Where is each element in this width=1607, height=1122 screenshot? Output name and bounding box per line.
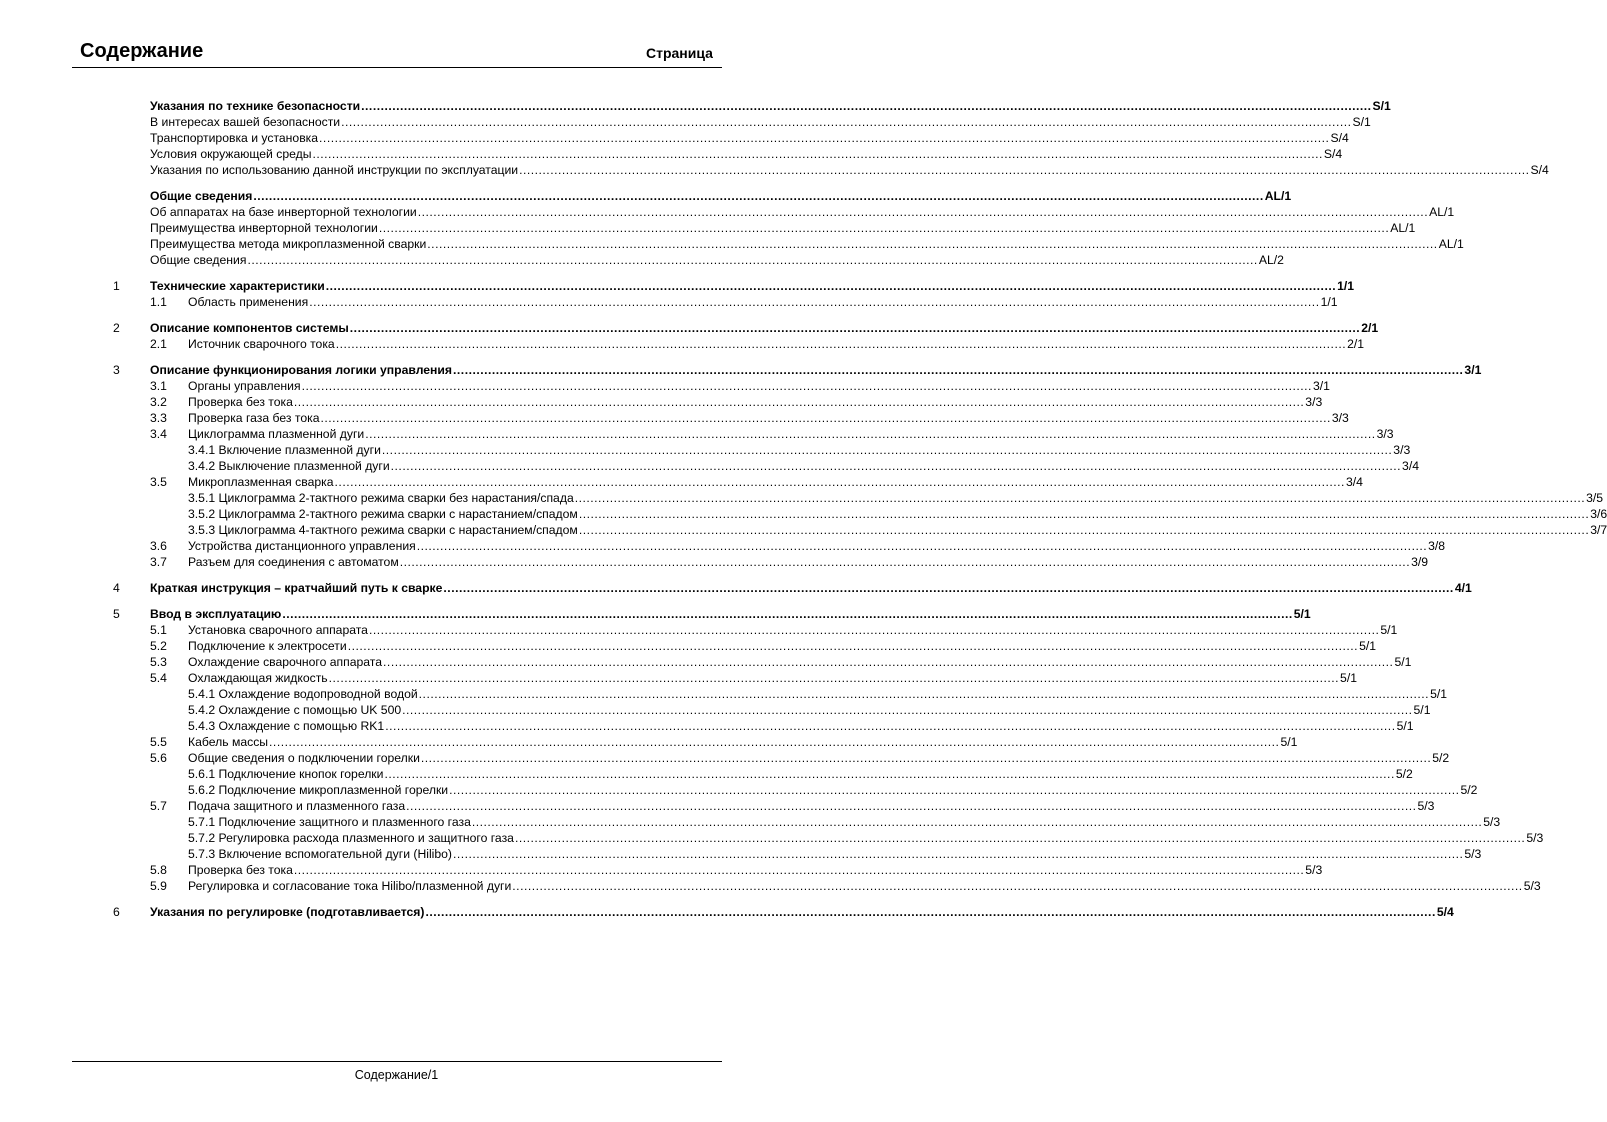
toc-entry-number: 5.1 <box>150 623 167 637</box>
toc-entry[interactable] <box>113 236 1464 252</box>
toc-entry-title: Область применения <box>188 295 309 309</box>
toc-page-number: AL/1 <box>1264 189 1292 203</box>
toc-entry-title: Общие сведения <box>150 189 253 203</box>
toc-entry-number: 5.4 <box>150 671 167 685</box>
toc-entry-title: Проверка без тока <box>188 395 293 409</box>
toc-entry-number: 3.5 <box>150 475 167 489</box>
toc-page-number: 5/3 <box>1483 815 1501 829</box>
toc-page-number: 5/1 <box>1359 639 1377 653</box>
toc-entry[interactable] <box>113 750 1450 766</box>
toc-dot-leader: .................................................................................................................................................................................................................................................................... <box>312 147 1323 161</box>
toc-dot-leader: .................................................................................................................................................................................................................................................................... <box>368 623 1380 637</box>
toc-dot-leader: .................................................................................................................................................................................................................................................................... <box>381 443 1393 457</box>
toc-page-number: 5/1 <box>1293 607 1311 621</box>
toc-entry[interactable] <box>113 336 1365 352</box>
toc-dot-leader: .................................................................................................................................................................................................................................................................... <box>443 581 1454 595</box>
section-gap <box>113 268 717 276</box>
toc-entry[interactable] <box>113 846 1482 862</box>
toc-entry[interactable] <box>113 114 1371 130</box>
toc-entry-title: Указания по регулировке (подготавливается) <box>150 905 425 919</box>
toc-entry-title: Устройства дистанционного управления <box>188 539 416 553</box>
toc-entry-number: 2 <box>113 321 120 335</box>
toc-entry-title: 5.7.3 Включение вспомогательной дуги (Hilibo) <box>188 847 452 861</box>
toc-entry-title: Преимущества метода микроплазменной сварки <box>150 237 427 251</box>
toc-entry-title: Проверка без тока <box>188 863 293 877</box>
toc-entry-title: Указания по использованию данной инструкции по эксплуатации <box>150 163 519 177</box>
toc-dot-leader: .................................................................................................................................................................................................................................................................... <box>425 905 1436 919</box>
toc-dot-leader: .................................................................................................................................................................................................................................................................... <box>519 163 1530 177</box>
toc-entry[interactable] <box>113 622 1398 638</box>
toc-page-number: 3/9 <box>1411 555 1429 569</box>
toc-dot-leader: .................................................................................................................................................................................................................................................................... <box>512 879 1523 893</box>
toc-page-number: S/4 <box>1330 131 1349 145</box>
toc-entry-title: Охлаждение сварочного аппарата <box>188 655 383 669</box>
toc-entry-number: 5.7 <box>150 799 167 813</box>
toc-dot-leader: .................................................................................................................................................................................................................................................................... <box>293 863 1305 877</box>
toc-entry-title: 5.6.1 Подключение кнопок горелки <box>188 767 384 781</box>
toc-dot-leader: .................................................................................................................................................................................................................................................................... <box>418 687 1430 701</box>
toc-entry-number: 3.1 <box>150 379 167 393</box>
toc-entry[interactable] <box>113 782 1478 798</box>
toc-entry[interactable] <box>113 162 1549 178</box>
toc-dot-leader: .................................................................................................................................................................................................................................................................... <box>328 671 1340 685</box>
toc-dot-leader: .................................................................................................................................................................................................................................................................... <box>427 237 1438 251</box>
toc-entry-title: 3.4.2 Выключение плазменной дуги <box>188 459 390 473</box>
toc-dot-leader: .................................................................................................................................................................................................................................................................... <box>347 639 1359 653</box>
toc-entry-title: 3.5.3 Циклограмма 4-тактного режима сварки с нарастанием/спадом <box>188 523 578 537</box>
toc-entry[interactable] <box>113 734 1298 750</box>
toc-entry[interactable] <box>113 554 1429 570</box>
toc-page-number: 3/5 <box>1586 491 1604 505</box>
toc-entry[interactable] <box>113 878 1541 894</box>
toc-entry[interactable] <box>113 410 1349 426</box>
toc-page-number: 3/3 <box>1305 395 1323 409</box>
toc-entry[interactable] <box>113 702 1431 718</box>
toc-page-number: 5/2 <box>1395 767 1413 781</box>
toc-entry[interactable] <box>113 252 1284 268</box>
toc-entry-title: Подача защитного и плазменного газа <box>188 799 406 813</box>
toc-dot-leader: .................................................................................................................................................................................................................................................................... <box>452 847 1464 861</box>
section-gap <box>113 570 717 578</box>
toc-chapter-entry[interactable] <box>113 360 1482 378</box>
toc-page-number: 5/1 <box>1413 703 1431 717</box>
toc-dot-leader: .................................................................................................................................................................................................................................................................... <box>365 427 1376 441</box>
toc-entry[interactable] <box>113 394 1323 410</box>
toc-entry-title: Описание функционирования логики управления <box>150 363 453 377</box>
toc-entry[interactable] <box>113 522 1607 538</box>
toc-entry[interactable] <box>113 474 1363 490</box>
toc-entry-title: Источник сварочного тока <box>188 337 335 351</box>
toc-page-number: AL/1 <box>1429 205 1455 219</box>
toc-dot-leader: .................................................................................................................................................................................................................................................................... <box>301 379 1312 393</box>
toc-dot-leader: .................................................................................................................................................................................................................................................................... <box>335 337 1347 351</box>
toc-chapter-entry[interactable] <box>113 578 1472 596</box>
toc-page-number: 5/1 <box>1380 623 1398 637</box>
toc-page-number: 3/3 <box>1331 411 1349 425</box>
toc-dot-leader: .................................................................................................................................................................................................................................................................... <box>417 205 1429 219</box>
toc-dot-leader: .................................................................................................................................................................................................................................................................... <box>471 815 1483 829</box>
toc-entry[interactable] <box>113 718 1414 734</box>
toc-entry[interactable] <box>113 426 1394 442</box>
toc-entry[interactable] <box>113 204 1455 220</box>
toc-page-number: S/4 <box>1530 163 1549 177</box>
toc-entry-title: 3.4.1 Включение плазменной дуги <box>188 443 381 457</box>
toc-dot-leader: .................................................................................................................................................................................................................................................................... <box>247 253 1258 267</box>
toc-chapter-entry[interactable] <box>113 318 1379 336</box>
toc-page-number: 3/3 <box>1393 443 1411 457</box>
toc-entry-title: Условия окружающей среды <box>150 147 312 161</box>
toc-page-number: 1/1 <box>1320 295 1338 309</box>
toc-entry[interactable] <box>113 378 1330 394</box>
toc-entry[interactable] <box>113 146 1343 162</box>
toc-chapter-entry[interactable] <box>113 902 1454 920</box>
toc-page-number: 5/3 <box>1526 831 1544 845</box>
section-gap <box>113 894 717 902</box>
toc-entry[interactable] <box>113 130 1349 146</box>
toc-page-number: 5/1 <box>1340 671 1357 685</box>
toc-page-number: 1/1 <box>1337 279 1355 293</box>
toc-dot-leader: .................................................................................................................................................................................................................................................................... <box>578 523 1590 537</box>
toc-entry-title: Циклограмма плазменной дуги <box>188 427 365 441</box>
toc-entry-number: 3.2 <box>150 395 167 409</box>
toc-page-number: 5/2 <box>1432 751 1450 765</box>
toc-page-number: 4/1 <box>1454 581 1472 595</box>
toc-dot-leader: .................................................................................................................................................................................................................................................................... <box>449 783 1460 797</box>
toc-entry-title: 5.4.2 Охлаждение с помощью UK 500 <box>188 703 402 717</box>
toc-page-number: 3/7 <box>1590 523 1607 537</box>
toc-dot-leader: .................................................................................................................................................................................................................................................................... <box>253 189 1264 203</box>
toc-page-number: 3/3 <box>1376 427 1394 441</box>
toc-entry[interactable] <box>113 830 1544 846</box>
toc-entry-number: 5 <box>113 607 120 621</box>
toc-entry[interactable] <box>113 538 1446 554</box>
toc-dot-leader: .................................................................................................................................................................................................................................................................... <box>514 831 1526 845</box>
toc-dot-leader: .................................................................................................................................................................................................................................................................... <box>384 767 1395 781</box>
toc-dot-leader: .................................................................................................................................................................................................................................................................... <box>325 279 1337 293</box>
toc-entry-title: 5.7.1 Подключение защитного и плазменного газа <box>188 815 471 829</box>
toc-entry-title: Подключение к электросети <box>188 639 347 653</box>
toc-entry[interactable] <box>113 294 1338 310</box>
toc-page-number: 5/2 <box>1460 783 1478 797</box>
toc-entry-number: 5.6 <box>150 751 167 765</box>
toc-page-number: 5/1 <box>1280 735 1298 749</box>
toc-dot-leader: .................................................................................................................................................................................................................................................................... <box>282 607 1293 621</box>
section-gap <box>113 352 717 360</box>
toc-entry-number: 5.3 <box>150 655 167 669</box>
toc-entry-title: Регулировка и согласование тока Hilibo/плазменной дуги <box>188 879 512 893</box>
toc-page-number: 3/1 <box>1312 379 1330 393</box>
toc-entry-title: 5.6.2 Подключение микроплазменной горелки <box>188 783 449 797</box>
toc-page-number: 3/6 <box>1590 507 1607 521</box>
toc-entry-number: 5.9 <box>150 879 167 893</box>
toc-entry-title: 5.4.1 Охлаждение водопроводной водой <box>188 687 418 701</box>
toc-dot-leader: .................................................................................................................................................................................................................................................................... <box>385 719 1396 733</box>
toc-page-number: AL/1 <box>1390 221 1416 235</box>
toc-entry-title: Микроплазменная сварка <box>188 475 334 489</box>
toc-dot-leader: .................................................................................................................................................................................................................................................................... <box>349 321 1361 335</box>
toc-entry-title: Органы управления <box>188 379 301 393</box>
toc-entry[interactable] <box>113 442 1411 458</box>
toc-entry-number: 3.4 <box>150 427 167 441</box>
toc-entry-title: Установка сварочного аппарата <box>188 623 368 637</box>
toc-entry[interactable] <box>113 686 1448 702</box>
footer-page-number: Содержание/1 <box>354 1068 439 1082</box>
toc-entry[interactable] <box>113 670 1357 686</box>
toc-page-number: 5/3 <box>1464 847 1482 861</box>
toc-entry-number: 3.7 <box>150 555 167 569</box>
toc-chapter-entry[interactable] <box>113 96 1391 114</box>
toc-dot-leader: .................................................................................................................................................................................................................................................................... <box>453 363 1464 377</box>
toc-page-number: 5/3 <box>1417 799 1435 813</box>
toc-entry-title: Проверка газа без тока <box>188 411 320 425</box>
toc-dot-leader: .................................................................................................................................................................................................................................................................... <box>383 655 1394 669</box>
toc-entry-title: Разъем для соединения с автоматом <box>188 555 399 569</box>
toc-dot-leader: .................................................................................................................................................................................................................................................................... <box>309 295 1320 309</box>
toc-page-number: 5/1 <box>1396 719 1414 733</box>
toc-dot-leader: .................................................................................................................................................................................................................................................................... <box>334 475 1345 489</box>
toc-dot-leader: .................................................................................................................................................................................................................................................................... <box>390 459 1402 473</box>
toc-dot-leader: .................................................................................................................................................................................................................................................................... <box>399 555 1411 569</box>
footer-divider <box>72 1061 722 1062</box>
toc-entry-number: 3 <box>113 363 120 377</box>
toc-entry-title: Преимущества инверторной технологии <box>150 221 378 235</box>
header-divider <box>72 67 722 68</box>
toc-dot-leader: .................................................................................................................................................................................................................................................................... <box>269 735 1280 749</box>
toc-dot-leader: .................................................................................................................................................................................................................................................................... <box>406 799 1417 813</box>
toc-entry-number: 5.8 <box>150 863 167 877</box>
toc-entry[interactable] <box>113 458 1419 474</box>
toc-page-number: 5/3 <box>1523 879 1541 893</box>
toc-page-number: 3/4 <box>1345 475 1363 489</box>
toc-chapter-entry[interactable] <box>113 276 1355 294</box>
toc-entry-number: 6 <box>113 905 120 919</box>
toc-entry-title: Технические характеристики <box>150 279 325 293</box>
toc-page-number: AL/2 <box>1258 253 1284 267</box>
toc-entry-number: 1.1 <box>150 295 167 309</box>
toc-entry-number: 5.5 <box>150 735 167 749</box>
section-gap <box>113 178 717 186</box>
toc-dot-leader: .................................................................................................................................................................................................................................................................... <box>319 131 1330 145</box>
toc-entry-title: Транспортировка и установка <box>150 131 319 145</box>
toc-entry-title: Описание компонентов системы <box>150 321 349 335</box>
toc-page-number: S/1 <box>1372 99 1391 113</box>
toc-entry-number: 5.2 <box>150 639 167 653</box>
toc-entry[interactable] <box>113 798 1435 814</box>
toc-entry-title: Указания по технике безопасности <box>150 99 361 113</box>
toc-entry-title: Общие сведения <box>150 253 247 267</box>
toc-page-number: S/1 <box>1352 115 1371 129</box>
toc-dot-leader: .................................................................................................................................................................................................................................................................... <box>574 491 1586 505</box>
toc-entry[interactable] <box>113 220 1416 236</box>
toc-entry[interactable] <box>113 766 1413 782</box>
toc-page-number: 3/1 <box>1464 363 1482 377</box>
toc-dot-leader: .................................................................................................................................................................................................................................................................... <box>578 507 1590 521</box>
toc-entry-title: Общие сведения о подключении горелки <box>188 751 420 765</box>
toc-entry-title: Ввод в эксплуатацию <box>150 607 282 621</box>
toc-dot-leader: .................................................................................................................................................................................................................................................................... <box>416 539 1428 553</box>
section-gap <box>113 596 717 604</box>
toc-entry-number: 3.6 <box>150 539 167 553</box>
toc-entry[interactable] <box>113 638 1377 654</box>
toc-entry-title: 3.5.1 Циклограмма 2-тактного режима сварки без нарастания/спада <box>188 491 574 505</box>
toc-entry[interactable] <box>113 814 1501 830</box>
toc-chapter-entry[interactable] <box>113 186 1292 204</box>
toc-entry-title: В интересах вашей безопасности <box>150 115 341 129</box>
toc-entry-title: Краткая инструкция – кратчайший путь к сварке <box>150 581 443 595</box>
toc-entry-number: 4 <box>113 581 120 595</box>
toc-entry-title: 3.5.2 Циклограмма 2-тактного режима сварки с нарастанием/спадом <box>188 507 578 521</box>
toc-dot-leader: .................................................................................................................................................................................................................................................................... <box>320 411 1331 425</box>
toc-entry-number: 2.1 <box>150 337 167 351</box>
toc-dot-leader: .................................................................................................................................................................................................................................................................... <box>361 99 1372 113</box>
toc-dot-leader: .................................................................................................................................................................................................................................................................... <box>378 221 1390 235</box>
toc-page-number: 3/8 <box>1428 539 1446 553</box>
toc-page-number: 5/3 <box>1305 863 1323 877</box>
toc-entry-number: 1 <box>113 279 120 293</box>
toc-entry-title: 5.4.3 Охлаждение с помощью RK1 <box>188 719 385 733</box>
toc-entry[interactable] <box>113 862 1323 878</box>
toc-page-number: 5/1 <box>1430 687 1448 701</box>
toc-dot-leader: .................................................................................................................................................................................................................................................................... <box>420 751 1432 765</box>
toc-dot-leader: .................................................................................................................................................................................................................................................................... <box>402 703 1413 717</box>
toc-entry-number: 3.3 <box>150 411 167 425</box>
section-gap <box>113 310 717 318</box>
toc-dot-leader: .................................................................................................................................................................................................................................................................... <box>341 115 1352 129</box>
toc-page-number: AL/1 <box>1438 237 1464 251</box>
toc-page-number: 2/1 <box>1361 321 1379 335</box>
page-title: Содержание <box>80 40 204 62</box>
toc-entry-title: Охлаждающая жидкость <box>188 671 328 685</box>
toc-page-number: 5/4 <box>1436 905 1454 919</box>
toc-entry-title: Кабель массы <box>188 735 269 749</box>
page-column-label: Страница <box>646 45 713 61</box>
toc-page-number: 3/4 <box>1402 459 1419 473</box>
toc-entry[interactable] <box>113 490 1604 506</box>
toc-page-number: 2/1 <box>1347 337 1365 351</box>
toc-dot-leader: .................................................................................................................................................................................................................................................................... <box>293 395 1305 409</box>
toc-page-number: 5/1 <box>1394 655 1412 669</box>
toc-entry-title: 5.7.2 Регулировка расхода плазменного и защитного газа <box>188 831 514 845</box>
toc-chapter-entry[interactable] <box>113 604 1311 622</box>
toc-entry-title: Об аппаратах на базе инверторной технологии <box>150 205 417 219</box>
toc-page-number: S/4 <box>1323 147 1343 161</box>
table-of-contents <box>113 96 1607 920</box>
toc-entry[interactable] <box>113 506 1607 522</box>
toc-entry[interactable] <box>113 654 1412 670</box>
